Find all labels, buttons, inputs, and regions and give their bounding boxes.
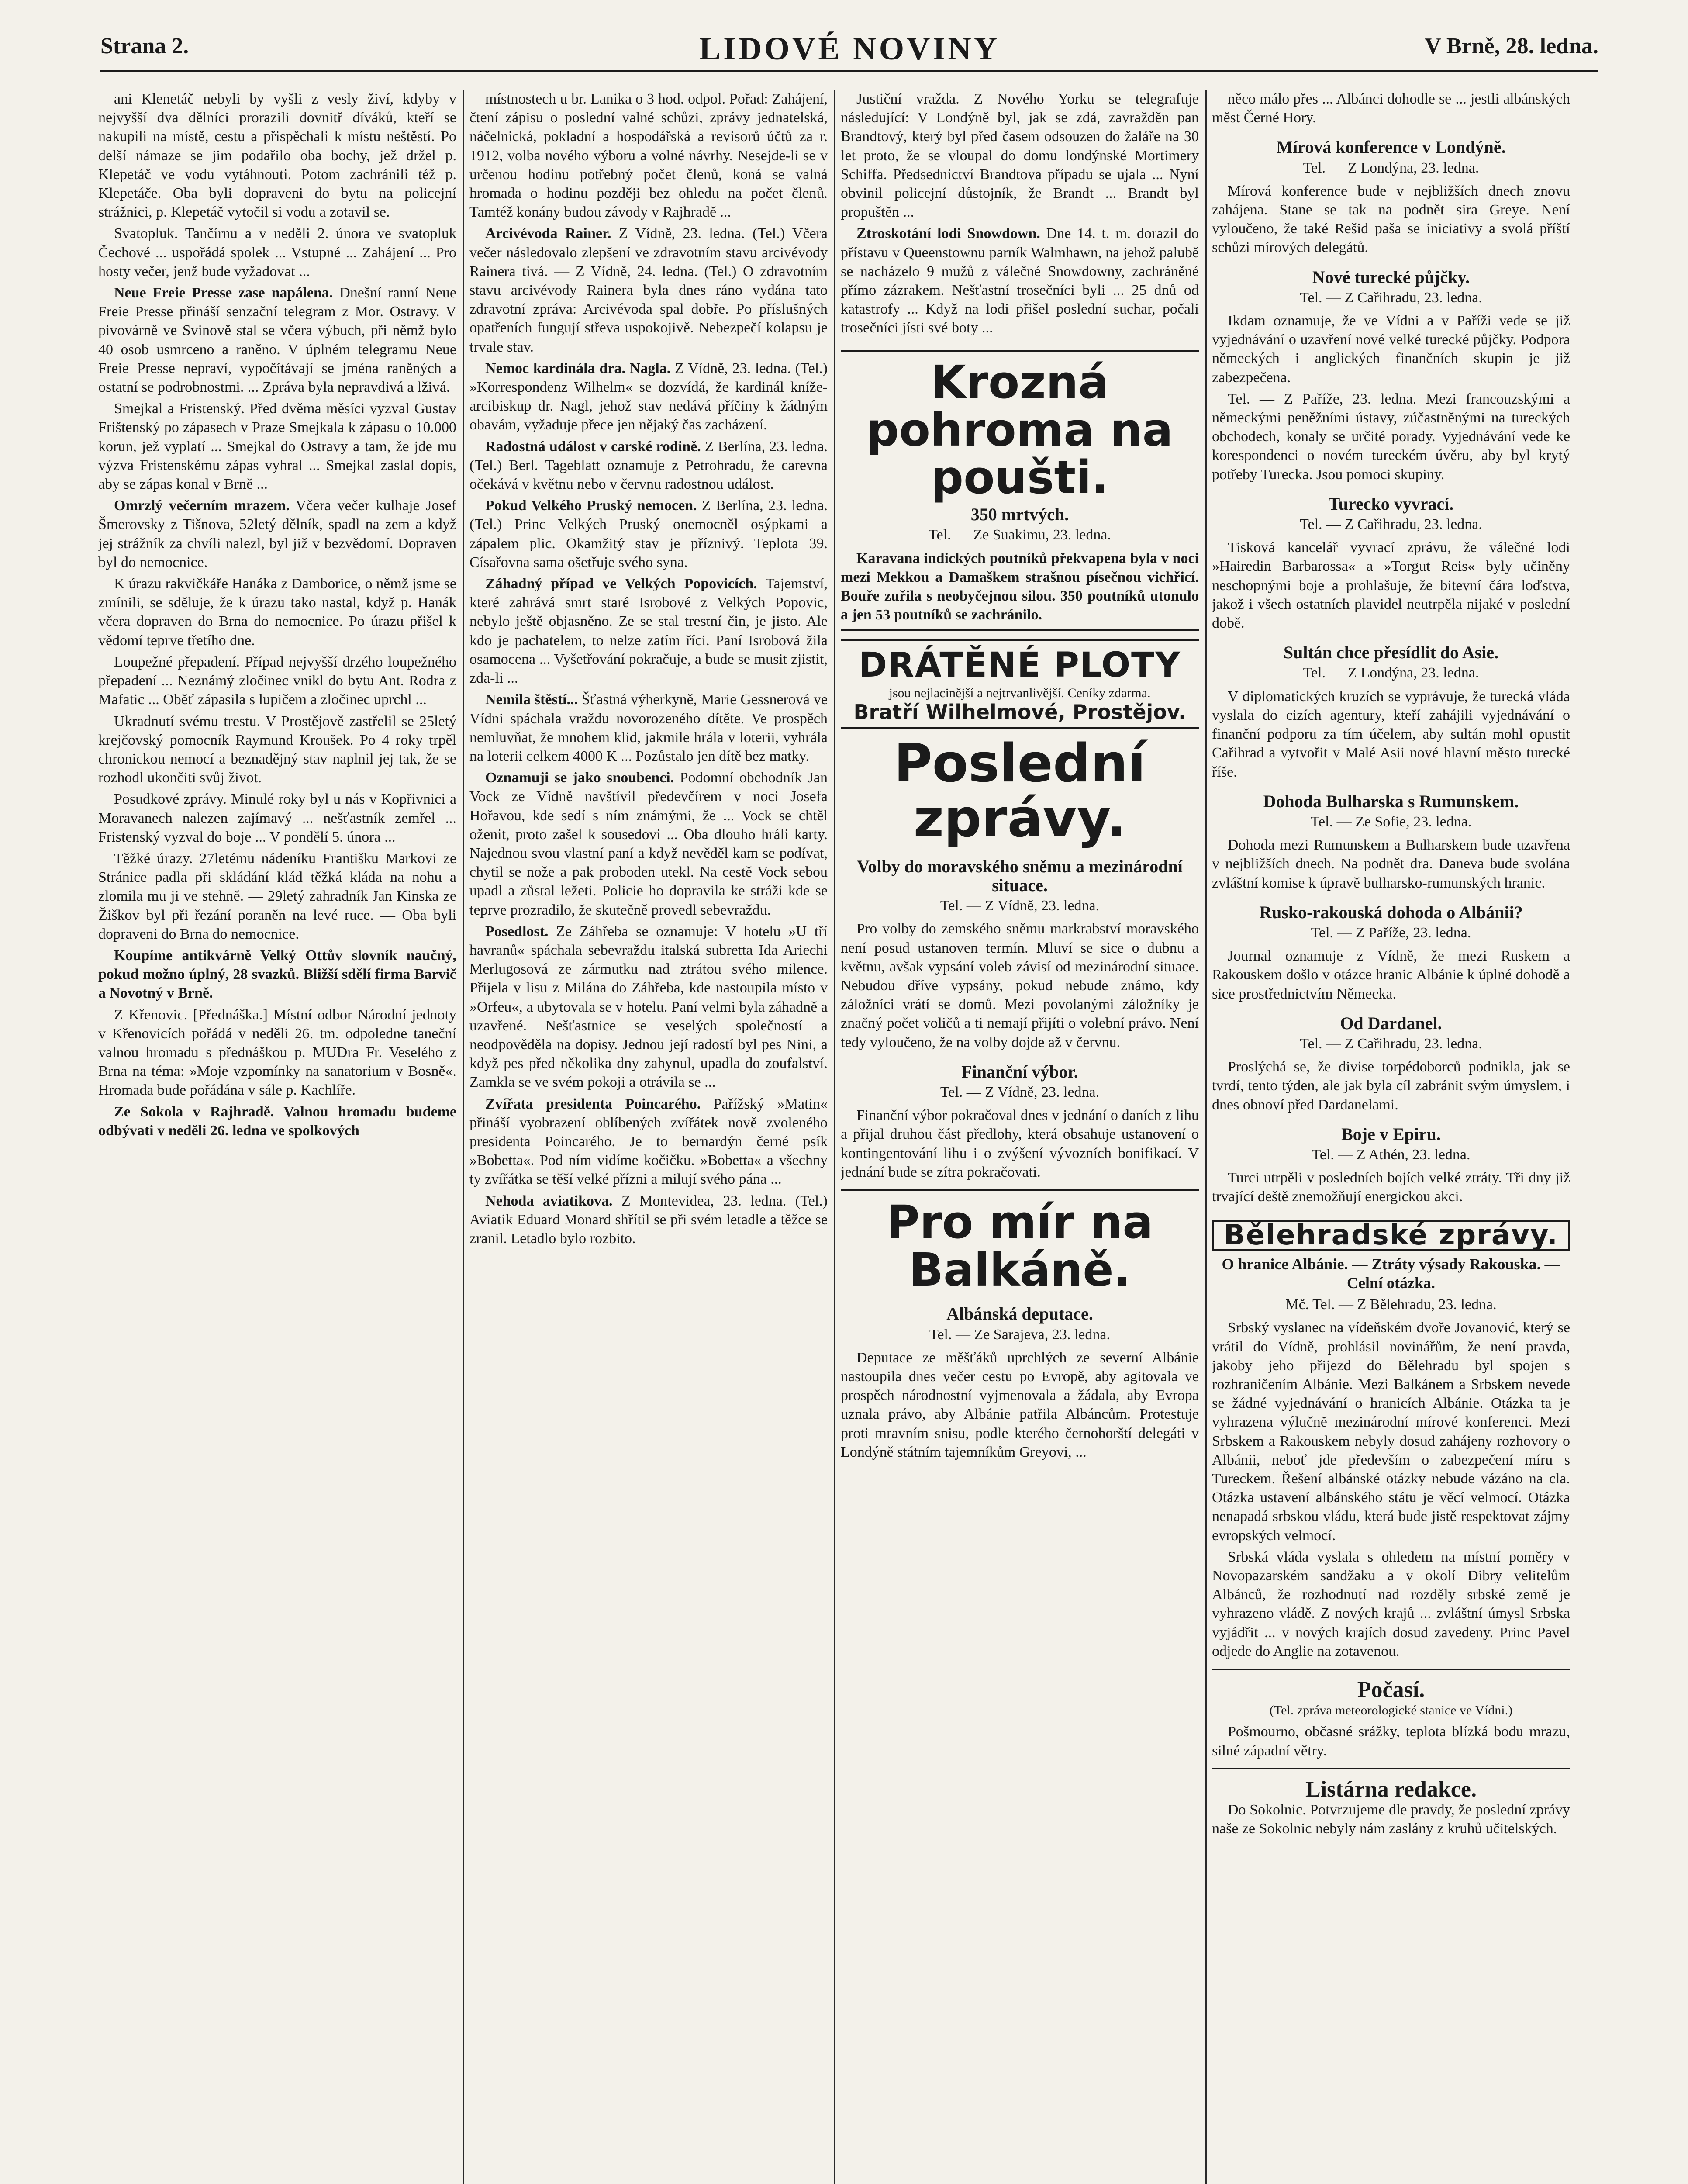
section-headline-latest-news: Poslední zprávy. — [894, 733, 1146, 849]
article: Z Křenovic. [Přednáška.] Místní odbor Národní jednoty v Křenovicích pořádá v neděli 26. tm. odpoledne taneční valnou hromadu s přednáškou p. MUDra Fr. Veselého z Brna na téma: »Moje vzpomínky na sanatorium v Bosně«. Hromada bude pořádána v sále p. Kachlíře. — [98, 1006, 456, 1099]
article: ani Klenetáč nebyli by vyšli z vesly živí, kdyby v nejvyšší dva dělníci prorazili dovnitř díváků, kteří se nakupili na místě, cestu a přispěchali k místu neštěstí. Po delší námaze se jim podařilo oba bochy, jež držel p. Klepetáč ve vodu vytáhnouti. Potom zachránili též p. Klepetáče. Oba byli dopraveni do bytu na policejní strážnici, p. Klepetáč vytočil si vodu a zotavil se. — [98, 91, 456, 221]
article: Dohoda mezi Rumunskem a Bulharskem bude uzavřena v nejbližších dnech. Na podnět dra. Daneva bude svolána zvláštní komise k úpravě bulharsko-rumunských hranic. — [1212, 837, 1570, 891]
banner-text: Karavana indických poutníků překvapena byla v noci mezi Mekkou a Damaškem strašnou písečnou vichřicí. Bouře zuřila s neobyčejnou silou. 350 poutníků utonulo a jen 53 poutníků se zachránilo. — [841, 550, 1199, 623]
column-4 — [1212, 90, 1570, 2184]
dateline: Tel. — Ze Suakimu, 23. ledna. — [929, 527, 1111, 543]
article: Deputace ze měšťáků uprchlých ze severní Albánie nastoupila dnes večer cestu po Evropě, aby agitovala ve prospěch národnostní vyjmenovala a žádala, aby Evropa uznala právo, aby Albánie patřila Albáncům. Protestuje proti mravním snisu, podle kterého černohorští delegáti v Londýně státním tajemníkům Greyovi, ... — [841, 1349, 1199, 1460]
section-headline-belgrade: Bělehradské zprávy. — [1212, 1220, 1570, 1251]
column-divider — [1205, 90, 1207, 2184]
article-headline: Nové turecké půjčky. — [1312, 267, 1470, 287]
article-headline: Arcivévoda Rainer. — [485, 225, 611, 242]
column-3 — [841, 90, 1199, 2184]
ad-headline: DRÁTĚNÉ PLOTY — [859, 646, 1181, 685]
article: Ztroskotání lodi Snowdown. Dne 14. t. m. dorazil do přístavu v Queenstownu parník Walmhawn, na jehož palubě se nacházelo 9 mužů z válečné Snowdowny, zachráněné přímo zázrakem. Nešťastní trosečníci byli ... 25 dnů od katastrofy ... Když na lodi přišel poslední suchar, počali trosečníci jísti své boty ... — [841, 225, 1199, 336]
banner-headline: Krozná pohroma na poušti. — [866, 355, 1173, 505]
article: Turci utrpěli v posledních bojích velké ztráty. Tři dny již trvající deště znemožňují energickou akci. — [1212, 1170, 1570, 1205]
dateline: Tel. — Ze Sarajeva, 23. ledna. — [929, 1326, 1110, 1343]
article-headline: Turecko vyvrací. — [1328, 494, 1454, 514]
article: V diplomatických kruzích se vyprávuje, že turecká vláda vyslala do cizích agentury, kteří zahájili vyjednávání o finanční podporu za tím účelem, aby sultán mohl opustit Cařihrad a vytvořit v Malé Asii nové hlavní město turecké říše. — [1212, 688, 1570, 780]
article: Ikdam oznamuje, že ve Vídni a v Paříži vede se již vyjednávání o uzavření nové velké turecké půjčky. Podpora německých i anglických finančních skupin je již zabezpečena. — [1212, 313, 1570, 386]
article: Oznamuji se jako snoubenci. Podomní obchodník Jan Vock ze Vídně navštívil předevčírem v noci Josefa Hořavou, kde sedí s ním známými, že ... Vock se chtěl oženit, proto zašel k sousedovi ... Oba dlouho hráli karty. Najednou svou vlastní paní a když nevěděl kam se podívat, chytil se nože a pak proboden utekl. Na cestě Vock sebou upadl a zůstal ležeti. Policie ho dopravila ke stráži kde se teprve prozradilo, že skutečně provedl sebevraždu. — [469, 770, 828, 918]
article: Svatopluk. Tančírnu a v neděli 2. února ve svatopluk Čechové ... uspořádá spolek ... Vstupné ... Zahájení ... Pro hosty večer, jenž bude vyžadovat ... — [98, 225, 456, 280]
editorial-letters-headline: Listárna redakce. — [1305, 1776, 1477, 1802]
dateline: Tel. — Z Cařihradu, 23. ledna. — [1300, 516, 1482, 533]
dateline: Tel. — Z Athén, 23. ledna. — [1312, 1146, 1471, 1163]
editorial-letters: Do Sokolnic. Potvrzujeme dle pravdy, že poslední zprávy naše ze Sokolnic nebyly nám zaslány z kruhů učitelských. — [1212, 1802, 1570, 1837]
page-number: Strana 2. — [100, 34, 189, 59]
article-headline: Nemila štěstí... — [485, 691, 578, 708]
dateline: Tel. — Ze Sofie, 23. ledna. — [1310, 813, 1472, 830]
dateline: Tel. — Z Cařihradu, 23. ledna. — [1300, 289, 1482, 306]
article: Radostná událost v carské rodině. Z Berlína, 23. ledna. (Tel.) Berl. Tageblatt oznamuje z Petrohradu, že carevna očekává v květnu nebo v červnu radostnou událost. — [469, 438, 828, 493]
column-1 — [98, 90, 456, 2184]
article: Nemoc kardinála dra. Nagla. Z Vídně, 23. ledna. (Tel.) »Korrespondenz Wilhelm« se dozvídá, že kardinál kníže-arcibiskup dr. Nagl, jehož stav nedává příčiny k žádným obavám, vyžaduje přece jen nějaký čas zacházení. — [469, 360, 828, 433]
article-headline: Od Dardanel. — [1340, 1013, 1442, 1033]
dateline: Tel. — Z Vídně, 23. ledna. — [940, 898, 1100, 914]
article: Journal oznamuje z Vídně, že mezi Ruskem a Rakouskem došlo v otázce hranic Albánie k úplné dohodě a sice prostřednictvím Německa. — [1212, 948, 1570, 1002]
article-headline: Mírová konference v Londýně. — [1276, 137, 1506, 157]
divider — [1212, 1669, 1570, 1670]
ad-company: Bratří Wilhelmové, Prostějov. — [853, 700, 1186, 724]
article-headline: Radostná událost v carské rodině. — [485, 438, 701, 455]
dateline: Tel. — Z Londýna, 23. ledna. — [1303, 159, 1479, 176]
weather-report: Pošmourno, občasné srážky, teplota blízká bodu mrazu, silné západní větry. — [1212, 1724, 1570, 1759]
article: Nehoda aviatikova. Z Montevidea, 23. ledna. (Tel.) Aviatik Eduard Monard shřítil se při svém letadle a těžce se zranil. Letadlo bylo rozbito. — [469, 1192, 828, 1247]
article-headline: Nemoc kardinála dra. Nagla. — [485, 360, 671, 377]
weather-source: (Tel. zpráva meteorologické stanice ve Vídni.) — [1269, 1703, 1513, 1718]
article-headline: Neue Freie Presse zase napálena. — [114, 285, 333, 301]
article-headline: Finanční výbor. — [961, 1061, 1078, 1082]
article: Tel. — Z Paříže, 23. ledna. Mezi francouzskými a německými peněžními ústavy, zúčastněnými na tureckých obchodech, konaly se určité porady. Vyjednávání vede ke korespondenci o novém tureckém úvěru, aby byl krytý potřeby Turecka. Jsou pomoci skupiny. — [1212, 390, 1570, 483]
article: Ukradnutí svému trestu. V Prostějově zastřelil se 25letý krejčovský pomocník Raymund Kroušek. Po 4 roky trpěl chronickou nemocí a beznadějný stav naplnil jej tak, že se rozhodl ukončiti svůj život. — [98, 713, 456, 786]
issue-date: V Brně, 28. ledna. — [1425, 34, 1598, 59]
weather-headline: Počasí. — [1357, 1677, 1425, 1703]
column-2 — [469, 90, 828, 2184]
article: Mírová konference bude v nejbližších dnech znovu zahájena. Stane se tak na podnět sira Greye. Není vyloučeno, že také Rešid paša se iniciativy a svolá příští schůzi mírových delegátů. — [1212, 183, 1570, 256]
article: Tisková kancelář vyvrací zprávu, že válečné lodi »Hairedin Barbarossa« a »Torgut Reis« byly učiněny neschopnými boje a prohlašuje, že bitevní čára loďstva, jakož i všech ostatních plavidel neutrpěla nijaké v poslední době. — [1212, 539, 1570, 632]
article: Proslýchá se, že divise torpédoborců podnikla, jak se tvrdí, tento týden, ale jak byla cíl zabránit svým úmyslem, i dnes obnoví před Dardanelami. — [1212, 1059, 1570, 1113]
dateline: Mč. Tel. — Z Bělehradu, 23. ledna. — [1285, 1296, 1497, 1313]
ad-text: jsou nejlacinější a nejtrvanlivější. Ceníky zdarma. — [889, 686, 1151, 701]
article-headline: Albánská deputace. — [946, 1304, 1093, 1324]
article: něco málo přes ... Albánci dohodle se ... jestli albánských měst Černé Hory. — [1212, 91, 1570, 126]
column-divider — [463, 90, 464, 2184]
article: Posedlost. Ze Záhřeba se oznamuje: V hotelu »U tří havranů« spáchala sebevraždu italská subretta Ida Ariechi Merlugosová ze zármutku nad ztrátou svého milence. Přijela v lisu z Milána do Záhřeba, kde nastoupila místo v »Orfeu«, a ubytovala se v hotelu. Paní velmi byla záhadně a uzavřené. Nešťastnice se veselých společností a neodpověděla na dopisy. Jednou její radostí byl pes Nini, a když pes před několika dny zahynul, upadla do zoufalství. Zamkla se ve svém pokoji a otrávila se ... — [469, 923, 828, 1091]
article: Loupežné přepadení. Případ nejvyšší drzého loupežného přepadení ... Neznámý zločinec vnikl do bytu Ant. Rodra z Mafatic ... Oběť zápasila s lupičem a zločinec uprchl ... — [98, 653, 456, 708]
article: Omrzlý večerním mrazem. Včera večer kulhaje Josef Šmerovsky z Tišnova, 52letý dělník, spadl na zem a když jej strážník za chvíli nalezl, byl již v bezvědomí. Dopraven byl do nemocnice. — [98, 498, 456, 570]
article: Záhadný případ ve Velkých Popovicích. Tajemství, které zahrává smrt staré Isrobové z Velkých Popovic, nebylo ještě objasněno. Ze se stal trestní čin, je jisto. Ale kdo je pachatelem, to nelze zatím říci. Paní Isrobová žila osamocena ... Vyšetřování pokračuje, a bude se musit zjistit, zda-li ... — [469, 576, 828, 687]
article-headline: Ztroskotání lodi Snowdown. — [856, 225, 1040, 242]
divider — [1212, 1768, 1570, 1769]
disaster-banner — [841, 350, 1199, 632]
article: Ze Sokola v Rajhradě. Valnou hromadu budeme odbývati v neděli 26. ledna ve spolkových — [98, 1103, 456, 1139]
article: Justiční vražda. Z Nového Yorku se telegrafuje následující: V Londýně byl, jak se zdá, zavražděn pan Brandtový, který byl před časem odsouzen do žaláře na 30 let proto, že se vloupal do domu londýnské Mortimery Schiffa. Předsednictví Brandtova případu se ujala ... Nyní obvinil policejní důstojník, že Brandt ... Brandt byl propuštěn ... — [841, 91, 1199, 221]
article-headline: Volby do moravského sněmu a mezinárodní situace. — [857, 856, 1183, 895]
column-divider — [834, 90, 835, 2184]
banner-subhead: 350 mrtvých. — [970, 505, 1069, 525]
article-headline: Sultán chce přesídlit do Asie. — [1283, 643, 1499, 663]
article-headline: Omrzlý večerním mrazem. — [114, 498, 290, 514]
article: Srbská vláda vyslala s ohledem na místní poměry v Novopazarském sandžaku a v okolí Dibry velitelům Albánců, že rozhodnutí nad rozděly srbské země je vyhrazeno vládě. Z nových krajů ... zvláštní úmysl Srbska vyjádřit ... v nových krajích dosud zavedeny. Princ Pavel odjede do Anglie na zotavenou. — [1212, 1548, 1570, 1659]
article-headline: Boje v Epiru. — [1341, 1124, 1441, 1144]
article: Pro volby do zemského sněmu markrabství moravského není posud ustanoven termín. Mluví se sice o dubnu a květnu, avšak vypsání voleb závisí od mezinárodní situace. Nebudou dříve vypsány, pokud nebude známo, kdy záložníci vrátí se domů. Mezi povolanými záložníky je značný počet voličů a ti nemají přijíti o volební právo. Není tedy vyloučeno, že na volby dojde až v červnu. — [841, 921, 1199, 1051]
article: Neue Freie Presse zase napálena. Dnešní ranní Neue Freie Presse přináší senzační telegram z Mor. Ostravy. V pivovárně ve Svinově stal se včera výbuch, při němž bylo 40 osob usmrceno a raněno. V úplném telegramu Neue Freie Presse nepraví, vypočítávají se jména raněných a ostatní se podrobnostmi. ... Zpráva byla nepravdivá a lživá. — [98, 285, 456, 396]
article: Finanční výbor pokračoval dnes v jednání o daních z lihu a přijal druhou část předlohy, která obsahuje ustanovení o kontingentování lihu i o zvýšení vývozních bonifikací. V jednání bude se zítra pokračovati. — [841, 1107, 1199, 1180]
section-headline-balkans: Pro mír na Balkáně. — [886, 1195, 1153, 1297]
advertisement — [841, 639, 1199, 728]
article-headline: Dohoda Bulharska s Rumunskem. — [1263, 791, 1519, 811]
article-headline: Záhadný případ ve Velkých Popovicích. — [485, 576, 757, 592]
dateline: Tel. — Z Cařihradu, 23. ledna. — [1300, 1035, 1482, 1052]
article-headline: Pokud Velkého Pruský nemocen. — [485, 498, 697, 514]
article: Posudkové zprávy. Minulé roky byl u nás v Kopřivnici a Moravanech nalezen zajímavý ... nešťastník zemřel ... Fristenský vyzval do boje ... V pondělí 5. února ... — [98, 791, 456, 845]
article: Zvířata presidenta Poincarého. Pařížský »Matin« přináší vyobrazení oblíbených zvířátek nově zvoleného presidenta Poincarého. Je to bernardýn černé psík »Bobetta«. Pod ním vidíme kočičku. »Bobetta« a všechny ty zvířátka se těší velké přízni a milují svého pána ... — [469, 1095, 828, 1188]
article-headline: Posedlost. — [485, 923, 549, 940]
article: Arcivévoda Rainer. Z Vídně, 23. ledna. (Tel.) Včera večer následovalo zlepšení ve zdravotním stavu arcivévody Rainera tivá. — Z Vídně, 24. ledna. (Tel.) O zdravotním stavu arcivévody Rainera byla dnes ráno vydána tato zdravotní zpráva: Arcivévoda spal dobře. Po příslušných opatřeních fungují střeva uspokojivě. Nebezpečí kolapsu je trvale stav. — [469, 225, 828, 355]
article-headline: Zvířata presidenta Poincarého. — [485, 1095, 701, 1112]
article: Nemila štěstí... Šťastná výherkyně, Marie Gessnerová ve Vídni spáchala vraždu novorozeného dítěte. Ve prospěch nemluvňat, že mnohem klid, jakmile hrála v loterii, vyhrála na loterii celkem 4000 K ... Pozůstalo jen dítě bez matky. — [469, 691, 828, 764]
page-header — [100, 31, 1598, 72]
article: K úrazu rakvičkáře Hanáka z Damborice, o němž jsme se zmínili, se sděluje, že k úrazu tako nastal, když p. Hanák včera dopraven do Brna do nemocnice. Po úrazu přišel k vědomí teprve třetího dne. — [98, 576, 456, 649]
divider — [841, 1189, 1199, 1191]
article: Pokud Velkého Pruský nemocen. Z Berlína, 23. ledna. (Tel.) Princ Velkých Pruský onemocněl osýpkami a zápalem plic. Okamžitý stav je příznivý. Teplota 39. Císařovna sama ošetřuje svého syna. — [469, 498, 828, 570]
article: Těžké úrazy. 27letému nádeníku Františku Markovi ze Stránice padla při skládání klád těžká kláda na nohu a zlomila mu ji ve stehně. — 29letý zahradník Jan Kinska ze Žiškov byl při řezání poraněn na levé ruce. — Oba byli dopraveni do Brna do nemocnice. — [98, 850, 456, 942]
article-subhead: O hranice Albánie. — Ztráty výsady Rakouska. — Celní otázka. — [1222, 1255, 1560, 1292]
article: Smejkal a Fristenský. Před dvěma měsíci vyzval Gustav Frištenský po zápasech v Praze Smejkala k zápasu o 10.000 korun, jež vyplatí ... Smejkal do Ostravy a tam, že jde mu výzva Fristenskému zápas vyhral ... Smejkal zaslal dopis, aby se zápas konal v Brně ... — [98, 401, 456, 493]
classified-ad: Koupíme antikvárně Velký Ottův slovník naučný, pokud možno úplný, 28 svazků. Bližší sdělí firma Barvič a Novotný v Brně. — [98, 947, 456, 1002]
article-headline: Rusko-rakouská dohoda o Albánii? — [1259, 902, 1523, 922]
dateline: Tel. — Z Londýna, 23. ledna. — [1303, 665, 1479, 681]
dateline: Tel. — Z Vídně, 23. ledna. — [940, 1084, 1100, 1100]
article: Srbský vyslanec na vídeňském dvoře Jovanović, který se vrátil do Vídně, prohlásil novinářům, že není pravda, jakoby jeho přijezd do Bělehradu byl spojen s rozhraničením Albánie. Mezi Balkánem a Srbskem nevede se žádné vyjednávání o hranicích Albánie. Otázka ta je vyhrazena výlučně mezinárodní mírové konferenci. Mezi Srbskem a Rakouskem nebyly dosud zahájeny rozhovory o Albánii, neboť jde především o zabezpečení míru s Tureckem. Řešení albánské otázky nebude vázáno na cla. Otázka ustavení albánského státu je věcí velmocí. Otázka nenapadá srbskou vládu, která bude jistě respektovat zájmy evropských velmocí. — [1212, 1320, 1570, 1544]
dateline: Tel. — Z Paříže, 23. ledna. — [1311, 924, 1471, 941]
newspaper-title: LIDOVÉ NOVINY — [699, 31, 1000, 67]
article-headline: Nehoda aviatikova. — [485, 1192, 613, 1209]
article: místnostech u br. Lanika o 3 hod. odpol. Pořad: Zahájení, čtení zápisu o poslední valné schůzi, zprávy jednatelská, náčelnická, pokladní a hospodářská a revisorů účtů za r. 1912, volba nového výboru a volné návrhy. Nesejde-li se v určenou hodinu potřebný počet členů, koná se valná hromada o hodinu později bez ohledu na počet členů. Tamtéž konány budou závody v Rajhradě ... — [469, 91, 828, 221]
article-headline: Oznamuji se jako snoubenci. — [485, 770, 674, 786]
